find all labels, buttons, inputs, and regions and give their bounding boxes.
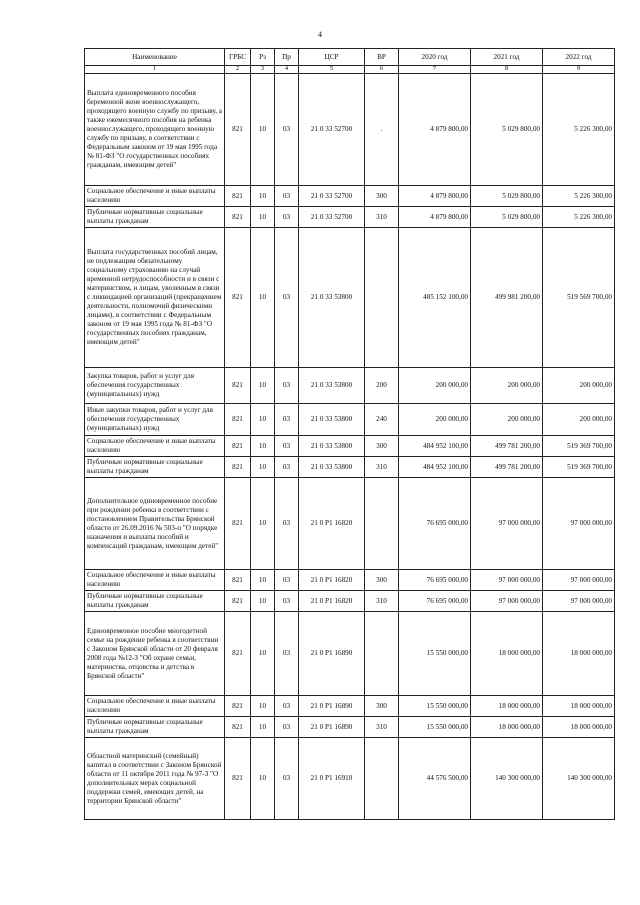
row-2021: 18 000 000,00 bbox=[471, 717, 543, 738]
row-2020: 200 000,00 bbox=[399, 404, 471, 436]
header-csr: ЦСР bbox=[299, 49, 365, 66]
row-grbs: 821 bbox=[225, 738, 251, 820]
row-pr: 03 bbox=[275, 228, 299, 368]
row-name: Иные закупки товаров, работ и услуг для обеспечения государственных (муниципальных) нужд bbox=[85, 404, 225, 436]
row-2022: 519 569 700,00 bbox=[543, 228, 615, 368]
row-2021: 5 029 800,00 bbox=[471, 207, 543, 228]
table-row bbox=[85, 738, 615, 820]
row-csr: 21 0 33 53800 bbox=[299, 457, 365, 478]
header-2021: 2021 год bbox=[471, 49, 543, 66]
row-2020: 485 152 100,00 bbox=[399, 228, 471, 368]
row-rz: 10 bbox=[251, 696, 275, 717]
row-2022: 18 000 000,00 bbox=[543, 717, 615, 738]
row-2020: 4 879 800,00 bbox=[399, 186, 471, 207]
row-2021: 499 781 200,00 bbox=[471, 457, 543, 478]
row-vr bbox=[365, 228, 399, 368]
row-2021: 499 981 200,00 bbox=[471, 228, 543, 368]
row-vr: 310 bbox=[365, 207, 399, 228]
row-2021: 97 000 000,00 bbox=[471, 591, 543, 612]
row-pr: 03 bbox=[275, 696, 299, 717]
table-row bbox=[85, 457, 615, 478]
row-2020: 4 879 800,00 bbox=[399, 74, 471, 186]
column-index-row bbox=[85, 66, 615, 74]
row-name: Областной материнский (семейный) капитал в соответствии с Законом Брянской области от 11 октября 2011 года № 97-З "О дополнительных мерах социальной поддержки семей, имеющих детей, на территории Брянской области" bbox=[85, 738, 225, 820]
row-2022: 5 226 300,00 bbox=[543, 186, 615, 207]
row-2021: 200 000,00 bbox=[471, 368, 543, 404]
table-row bbox=[85, 186, 615, 207]
row-2020: 44 576 500,00 bbox=[399, 738, 471, 820]
row-name: Публичные нормативные социальные выплаты гражданам bbox=[85, 457, 225, 478]
header-row bbox=[85, 49, 615, 66]
row-vr: 300 bbox=[365, 696, 399, 717]
table-row bbox=[85, 478, 615, 570]
row-csr: 21 0 33 52700 bbox=[299, 74, 365, 186]
row-name: Выплата единовременного пособия беременной жене военнослужащего, проходящего военную службу по призыву, а также ежемесячного пособия на ребенка военнослужащего, проходящего военную службу по призыву, в соответствии с Федеральным законом от 19 мая 1995 года № 81-ФЗ "О государственных пособиях гражданам, имеющим детей" bbox=[85, 74, 225, 186]
row-csr: 21 0 33 53800 bbox=[299, 228, 365, 368]
row-2021: 499 781 200,00 bbox=[471, 436, 543, 457]
row-grbs: 821 bbox=[225, 404, 251, 436]
row-vr: 300 bbox=[365, 570, 399, 591]
row-pr: 03 bbox=[275, 368, 299, 404]
row-rz: 10 bbox=[251, 612, 275, 696]
row-name: Социальное обеспечение и иные выплаты населению bbox=[85, 696, 225, 717]
row-grbs: 821 bbox=[225, 228, 251, 368]
row-csr: 21 0 33 53800 bbox=[299, 404, 365, 436]
row-2020: 76 695 000,00 bbox=[399, 591, 471, 612]
row-vr: 300 bbox=[365, 186, 399, 207]
row-pr: 03 bbox=[275, 404, 299, 436]
column-index: 3 bbox=[251, 66, 275, 74]
row-name: Социальное обеспечение и иные выплаты населению bbox=[85, 186, 225, 207]
row-csr: 21 0 P1 16890 bbox=[299, 696, 365, 717]
header-name: Наименование bbox=[85, 49, 225, 66]
row-pr: 03 bbox=[275, 738, 299, 820]
column-index: 2 bbox=[225, 66, 251, 74]
row-pr: 03 bbox=[275, 186, 299, 207]
row-pr: 03 bbox=[275, 570, 299, 591]
column-index: 5 bbox=[299, 66, 365, 74]
row-rz: 10 bbox=[251, 570, 275, 591]
row-name: Дополнительное единовременное пособие при рождении ребенка в соответствии с постановлением Правительства Брянской области от 26.09.2016 № 503-п "О порядке назначения и выплаты пособий и компенсаций гражданам, имеющим детей" bbox=[85, 478, 225, 570]
row-csr: 21 0 P1 16820 bbox=[299, 591, 365, 612]
row-grbs: 821 bbox=[225, 207, 251, 228]
row-pr: 03 bbox=[275, 74, 299, 186]
table-row bbox=[85, 228, 615, 368]
row-rz: 10 bbox=[251, 457, 275, 478]
row-name: Публичные нормативные социальные выплаты гражданам bbox=[85, 207, 225, 228]
row-csr: 21 0 P1 16820 bbox=[299, 570, 365, 591]
row-2021: 18 000 000,00 bbox=[471, 696, 543, 717]
table-row bbox=[85, 696, 615, 717]
row-grbs: 821 bbox=[225, 186, 251, 207]
row-vr: 310 bbox=[365, 591, 399, 612]
row-2020: 200 000,00 bbox=[399, 368, 471, 404]
row-rz: 10 bbox=[251, 717, 275, 738]
row-rz: 10 bbox=[251, 74, 275, 186]
row-2020: 15 550 000,00 bbox=[399, 696, 471, 717]
row-grbs: 821 bbox=[225, 591, 251, 612]
table-row bbox=[85, 591, 615, 612]
row-2020: 484 952 100,00 bbox=[399, 457, 471, 478]
row-2021: 5 029 800,00 bbox=[471, 186, 543, 207]
column-index: 4 bbox=[275, 66, 299, 74]
row-name: Единовременное пособие многодетной семье на рождение ребенка в соответствии с Законом Брянской области от 20 февраля 2008 года №12-З "Об охране семьи, материнства, отцовства и детства в Брянской области" bbox=[85, 612, 225, 696]
row-csr: 21 0 P1 16890 bbox=[299, 612, 365, 696]
row-2021: 18 000 000,00 bbox=[471, 612, 543, 696]
row-2022: 18 000 000,00 bbox=[543, 612, 615, 696]
row-2020: 15 550 000,00 bbox=[399, 612, 471, 696]
column-index: 1 bbox=[85, 66, 225, 74]
row-2022: 5 226 300,00 bbox=[543, 207, 615, 228]
row-vr bbox=[365, 612, 399, 696]
row-2021: 97 000 000,00 bbox=[471, 478, 543, 570]
row-pr: 03 bbox=[275, 478, 299, 570]
row-2022: 18 000 000,00 bbox=[543, 696, 615, 717]
row-2022: 97 000 000,00 bbox=[543, 478, 615, 570]
row-2022: 140 300 000,00 bbox=[543, 738, 615, 820]
row-grbs: 821 bbox=[225, 717, 251, 738]
row-2022: 519 369 700,00 bbox=[543, 457, 615, 478]
header-grbs: ГРБС bbox=[225, 49, 251, 66]
page-number: 4 bbox=[318, 30, 322, 39]
table-row bbox=[85, 368, 615, 404]
row-2020: 76 695 000,00 bbox=[399, 478, 471, 570]
row-name: Публичные нормативные социальные выплаты гражданам bbox=[85, 717, 225, 738]
row-grbs: 821 bbox=[225, 696, 251, 717]
row-rz: 10 bbox=[251, 207, 275, 228]
row-grbs: 821 bbox=[225, 457, 251, 478]
row-2022: 200 000,00 bbox=[543, 368, 615, 404]
header-pr: Пр bbox=[275, 49, 299, 66]
row-vr bbox=[365, 478, 399, 570]
row-rz: 10 bbox=[251, 478, 275, 570]
row-csr: 21 0 P1 16890 bbox=[299, 717, 365, 738]
row-pr: 03 bbox=[275, 591, 299, 612]
table-row bbox=[85, 612, 615, 696]
row-2020: 4 879 800,00 bbox=[399, 207, 471, 228]
row-2020: 15 550 000,00 bbox=[399, 717, 471, 738]
table-row bbox=[85, 570, 615, 591]
table-row bbox=[85, 717, 615, 738]
row-2022: 5 226 300,00 bbox=[543, 74, 615, 186]
row-vr: 300 bbox=[365, 436, 399, 457]
row-csr: 21 0 33 52700 bbox=[299, 207, 365, 228]
row-rz: 10 bbox=[251, 228, 275, 368]
row-csr: 21 0 P1 16910 bbox=[299, 738, 365, 820]
row-2020: 484 952 100,00 bbox=[399, 436, 471, 457]
row-2021: 200 000,00 bbox=[471, 404, 543, 436]
column-index: 7 bbox=[399, 66, 471, 74]
table-row bbox=[85, 436, 615, 457]
budget-table bbox=[84, 48, 615, 820]
row-rz: 10 bbox=[251, 404, 275, 436]
row-rz: 10 bbox=[251, 186, 275, 207]
row-name: Социальное обеспечение и иные выплаты населению bbox=[85, 570, 225, 591]
row-2022: 97 000 000,00 bbox=[543, 570, 615, 591]
row-grbs: 821 bbox=[225, 478, 251, 570]
header-vr: ВР bbox=[365, 49, 399, 66]
row-vr: 240 bbox=[365, 404, 399, 436]
row-pr: 03 bbox=[275, 457, 299, 478]
row-grbs: 821 bbox=[225, 612, 251, 696]
row-rz: 10 bbox=[251, 591, 275, 612]
header-2022: 2022 год bbox=[543, 49, 615, 66]
row-2022: 519 369 700,00 bbox=[543, 436, 615, 457]
row-grbs: 821 bbox=[225, 74, 251, 186]
header-2020: 2020 год bbox=[399, 49, 471, 66]
column-index: 6 bbox=[365, 66, 399, 74]
table-row bbox=[85, 207, 615, 228]
column-index: 9 bbox=[543, 66, 615, 74]
row-rz: 10 bbox=[251, 368, 275, 404]
table-row bbox=[85, 404, 615, 436]
row-vr: 310 bbox=[365, 457, 399, 478]
row-vr: 200 bbox=[365, 368, 399, 404]
row-grbs: 821 bbox=[225, 368, 251, 404]
row-rz: 10 bbox=[251, 436, 275, 457]
row-2020: 76 695 000,00 bbox=[399, 570, 471, 591]
row-name: Выплата государственных пособий лицам, не подлежащим обязательному социальному страхованию на случай временной нетрудоспособности и в связи с материнством, и лицам, уволенным в связи с ликвидацией организаций (прекращением деятельности, полномочий физическими лицами), в соответствии с Федеральным законом от 19 мая 1995 года № 81-ФЗ "О государственных пособиях гражданам, имеющим детей" bbox=[85, 228, 225, 368]
row-name: Публичные нормативные социальные выплаты гражданам bbox=[85, 591, 225, 612]
row-2022: 97 000 000,00 bbox=[543, 591, 615, 612]
row-csr: 21 0 33 53800 bbox=[299, 436, 365, 457]
row-2021: 5 029 800,00 bbox=[471, 74, 543, 186]
row-2022: 200 000,00 bbox=[543, 404, 615, 436]
table-row bbox=[85, 74, 615, 186]
row-2021: 140 300 000,00 bbox=[471, 738, 543, 820]
row-pr: 03 bbox=[275, 612, 299, 696]
row-name: Закупка товаров, работ и услуг для обеспечения государственных (муниципальных) нужд bbox=[85, 368, 225, 404]
row-pr: 03 bbox=[275, 436, 299, 457]
row-csr: 21 0 33 53800 bbox=[299, 368, 365, 404]
row-pr: 03 bbox=[275, 717, 299, 738]
header-rz: Рз bbox=[251, 49, 275, 66]
row-vr: 310 bbox=[365, 717, 399, 738]
row-rz: 10 bbox=[251, 738, 275, 820]
row-vr: . bbox=[365, 74, 399, 186]
row-pr: 03 bbox=[275, 207, 299, 228]
column-index: 8 bbox=[471, 66, 543, 74]
row-grbs: 821 bbox=[225, 436, 251, 457]
row-2021: 97 000 000,00 bbox=[471, 570, 543, 591]
row-csr: 21 0 33 52700 bbox=[299, 186, 365, 207]
row-grbs: 821 bbox=[225, 570, 251, 591]
row-name: Социальное обеспечение и иные выплаты населению bbox=[85, 436, 225, 457]
row-vr bbox=[365, 738, 399, 820]
row-csr: 21 0 P1 16820 bbox=[299, 478, 365, 570]
